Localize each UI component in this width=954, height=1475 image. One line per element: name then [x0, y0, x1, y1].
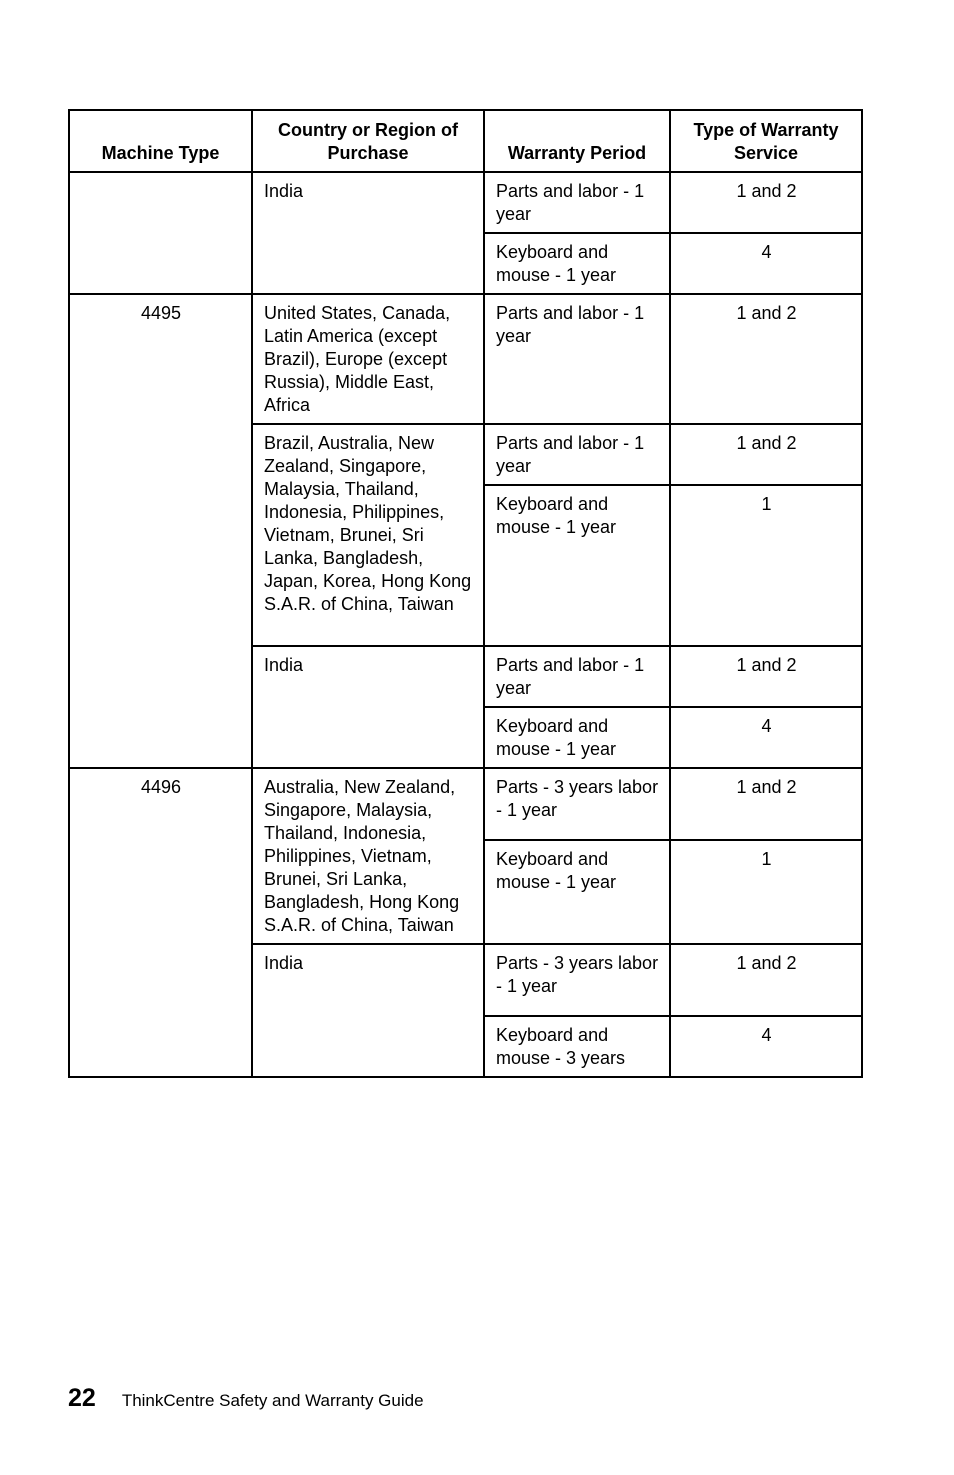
- service-type-cell: 1: [670, 840, 862, 944]
- header-machine-type: Machine Type: [69, 110, 252, 172]
- service-type-cell: 4: [670, 707, 862, 768]
- service-type-cell: 1 and 2: [670, 768, 862, 840]
- warranty-period-cell: Keyboard and mouse - 1 year: [484, 707, 670, 768]
- warranty-period-cell: Parts - 3 years labor - 1 year: [484, 944, 670, 1016]
- warranty-period-cell: Parts and labor - 1 year: [484, 646, 670, 707]
- warranty-period-cell: Parts and labor - 1 year: [484, 172, 670, 233]
- table-row: [69, 768, 862, 840]
- warranty-period-cell: Parts - 3 years labor - 1 year: [484, 768, 670, 840]
- country-cell: Brazil, Australia, New Zealand, Singapore, Malaysia, Thailand, Indonesia, Philippines, Vietnam, Brunei, Sri Lanka, Bangladesh, Japan, Korea, Hong Kong S.A.R. of China, Taiwan: [252, 424, 484, 646]
- service-type-cell: 1: [670, 485, 862, 646]
- header-warranty-service-type: Type of Warranty Service: [670, 110, 862, 172]
- service-type-cell: 4: [670, 233, 862, 294]
- warranty-period-cell: Parts and labor - 1 year: [484, 294, 670, 424]
- warranty-period-cell: Keyboard and mouse - 3 years: [484, 1016, 670, 1077]
- country-cell: India: [252, 944, 484, 1077]
- service-type-cell: 1 and 2: [670, 646, 862, 707]
- machine-type-cell: 4495: [69, 294, 252, 768]
- warranty-period-cell: Keyboard and mouse - 1 year: [484, 840, 670, 944]
- header-country-region: Country or Region of Purchase: [252, 110, 484, 172]
- warranty-table: [68, 109, 863, 1078]
- machine-type-cell: 4496: [69, 768, 252, 1077]
- service-type-cell: 4: [670, 1016, 862, 1077]
- service-type-cell: 1 and 2: [670, 944, 862, 1016]
- warranty-period-cell: Keyboard and mouse - 1 year: [484, 233, 670, 294]
- service-type-cell: 1 and 2: [670, 424, 862, 485]
- country-cell: United States, Canada, Latin America (except Brazil), Europe (except Russia), Middle East, Africa: [252, 294, 484, 424]
- service-type-cell: 1 and 2: [670, 172, 862, 233]
- header-warranty-period: Warranty Period: [484, 110, 670, 172]
- table-header-row: [69, 110, 862, 172]
- warranty-period-cell: Keyboard and mouse - 1 year: [484, 485, 670, 646]
- page-number: 22: [68, 1384, 96, 1412]
- guide-title: ThinkCentre Safety and Warranty Guide: [121, 1391, 424, 1410]
- table-row: [69, 294, 862, 424]
- country-cell: Australia, New Zealand, Singapore, Malaysia, Thailand, Indonesia, Philippines, Vietnam, Brunei, Sri Lanka, Bangladesh, Hong Kong S.A.R. of China, Taiwan: [252, 768, 484, 944]
- machine-type-cell: [69, 172, 252, 294]
- country-cell: India: [252, 172, 484, 294]
- page-footer: [68, 1384, 424, 1413]
- country-cell: India: [252, 646, 484, 768]
- service-type-cell: 1 and 2: [670, 294, 862, 424]
- warranty-period-cell: Parts and labor - 1 year: [484, 424, 670, 485]
- table-row: [69, 172, 862, 233]
